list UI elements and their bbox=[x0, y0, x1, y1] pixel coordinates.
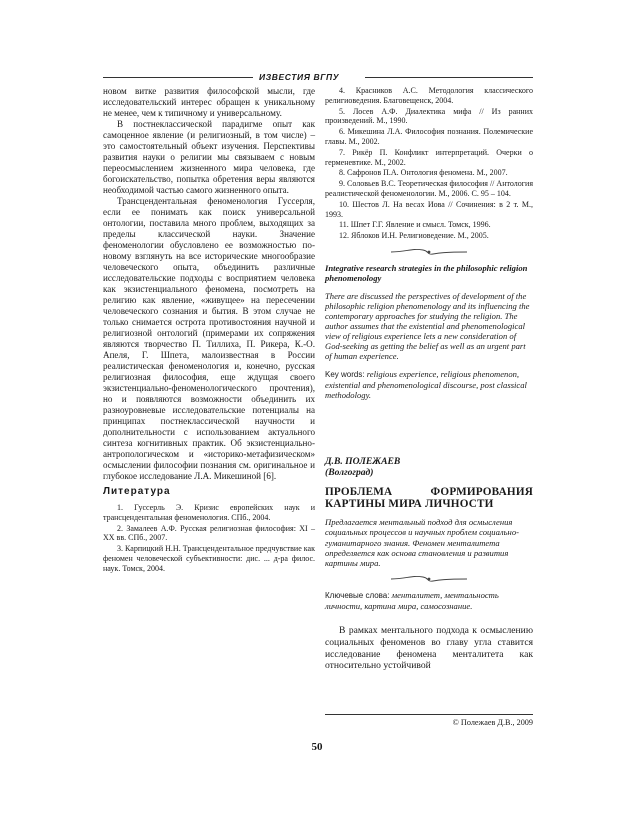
right-column bbox=[325, 86, 533, 672]
keywords-label: Ключевые слова: bbox=[325, 591, 390, 601]
reference-item: 10. Шестов Л. На весах Иова // Сочинения: в 2 т. М., 1993. bbox=[325, 199, 533, 219]
reference-item: 5. Лосев А.Ф. Диалектика мифа // Из ранних произведений. М., 1990. bbox=[325, 106, 533, 126]
literature-heading: Литература bbox=[103, 486, 171, 497]
journal-title: ИЗВЕСТИЯ ВГПУ bbox=[259, 72, 340, 82]
russian-keywords bbox=[325, 590, 533, 611]
paragraph: новом витке развития философской мысли, где исследовательский интерес обращен к уникальному не менее, чем к типичному и универсальному. bbox=[103, 86, 315, 118]
paragraph: В рамках ментального подхода к осмыслению социальных феноменов во главу угла ставится исследование феномена менталитета как относительно устойчивой bbox=[325, 625, 533, 672]
english-abstract: There are discussed the perspectives of development of the philosophic religion phenomenology and its influencing the contemporary approaches for studying the religion. The author assumes that the existential and phenomenological view of religious experience lets a new consideration of God-seeking as getting the belief as well as an urgent part of human experience. bbox=[325, 290, 530, 361]
reference-item: 11. Шпет Г.Г. Явление и смысл. Томск, 1996. bbox=[339, 220, 491, 230]
reference-item: 1. Гуссерль Э. Кризис европейских наук и трансцендентальная феноменология. СПб., 2004. bbox=[103, 503, 315, 522]
keywords-value: religious experience, religious phenomenon, existential and phenomenological discourse, post classical methodology. bbox=[325, 368, 527, 400]
reference-item: 2. Замалеев А.Ф. Русская религиозная философия: XI – XX вв. СПб., 2007. bbox=[103, 523, 315, 543]
ornament-divider-icon bbox=[389, 574, 469, 584]
ornament-divider-icon bbox=[389, 247, 469, 257]
header-rule-right bbox=[365, 77, 533, 78]
author-affiliation: (Волгоград) bbox=[325, 466, 374, 478]
russian-abstract: Предлагается ментальный подход для осмысления социальных процессов и научных проблем социально-гуманитарного знания. Феномен менталитета определяется как основа становления и развития картины мира. bbox=[325, 516, 519, 569]
copyright-notice: © Полежаев Д.В., 2009 bbox=[452, 718, 533, 727]
reference-item: 3. Карпицкий Н.Н. Трансцендентальное предчувствие как феномен человеческой субъективности: дис. ... д-ра филос. наук. Томск, 2004. bbox=[103, 544, 315, 573]
page-number: 50 bbox=[311, 741, 323, 753]
keywords-label: Key words: bbox=[325, 369, 365, 379]
paragraph: В постнеклассической парадигме опыт как самоценное явление (и религиозный, в том числе) – это самостоятельный объект изучения. Перспективы развития науки о религии мы связываем с новым переосмыслением жизненного мира человека, где богоискательство, попытка обретения веры являются необходимой частью самого жизненного опыта. bbox=[103, 119, 315, 195]
reference-item: 9. Соловьев В.С. Теоретическая философия // Антология реалистической феноменологии. М., 2006. С. 95 – 104. bbox=[325, 179, 533, 198]
reference-item: 12. Яблоков И.Н. Религиоведение. М., 2005. bbox=[339, 231, 489, 241]
reference-item: 7. Рикёр П. Конфликт интерпретаций. Очерки о герменевтике. М., 2002. bbox=[325, 147, 533, 167]
footer-rule bbox=[325, 714, 533, 715]
header-rule-left bbox=[103, 77, 253, 78]
article-title: ПРОБЛЕМА ФОРМИРОВАНИЯ КАРТИНЫ МИРА ЛИЧНОСТИ bbox=[325, 485, 533, 511]
left-column bbox=[103, 86, 315, 575]
paragraph: Трансцендентальная феноменология Гуссерля, если ее понимать как поиск универсальной онтологии, поставила много проблем, выходящих за пределы классической науки. Значение феноменологии обусловлено ее возможностью по-новому взглянуть на все исторические многообразие человеческого опыта, объединить различные исследовательские подходы с восприятием человека как экзистенциального феномена, посмотреть на религию как явление, «живущее» на пересечении человеческого сознания и бытия. В этом случае не только снимается острота противостояния научной и религиозной онтологий (примерами их сопряжения являются творчество П. Тиллиха, П. Рикера, К.-О. Апеля, Г. Шпета, малоизвестная в России реалистическая феноменология и, конечно, русская религиозная философия, еще ждущая своего экзистенциально-феноменологического прочтения), но и появляются возможности объединить их разноуровневые исследовательские потенциалы на принципах постнеклассической научности и дополнительности с использованием актуального синтеза когнитивных практик. Об экзистенциально-антропологическом и «историко-метафизическом» осмыслении философии познания см. оригинальное и глубокое исследование Л.А. Микешиной [6]. bbox=[103, 196, 315, 481]
english-article-title: Integrative research strategies in the philosophic religion phenomenology bbox=[325, 262, 528, 283]
english-keywords bbox=[325, 369, 533, 400]
keywords-value: менталитет, ментальность личности, картина мира, самосознание. bbox=[325, 590, 499, 612]
author-name: Д.В. ПОЛЕЖАЕВ bbox=[325, 455, 401, 467]
running-header bbox=[103, 72, 533, 82]
reference-item: 6. Микешина Л.А. Философия познания. Полемические главы. М., 2002. bbox=[325, 127, 533, 146]
reference-item: 8. Сафронов П.А. Онтология феномена. М., 2007. bbox=[339, 168, 508, 178]
reference-item: 4. Красников А.С. Методология классического религиоведения. Благовещенск, 2004. bbox=[325, 86, 533, 105]
